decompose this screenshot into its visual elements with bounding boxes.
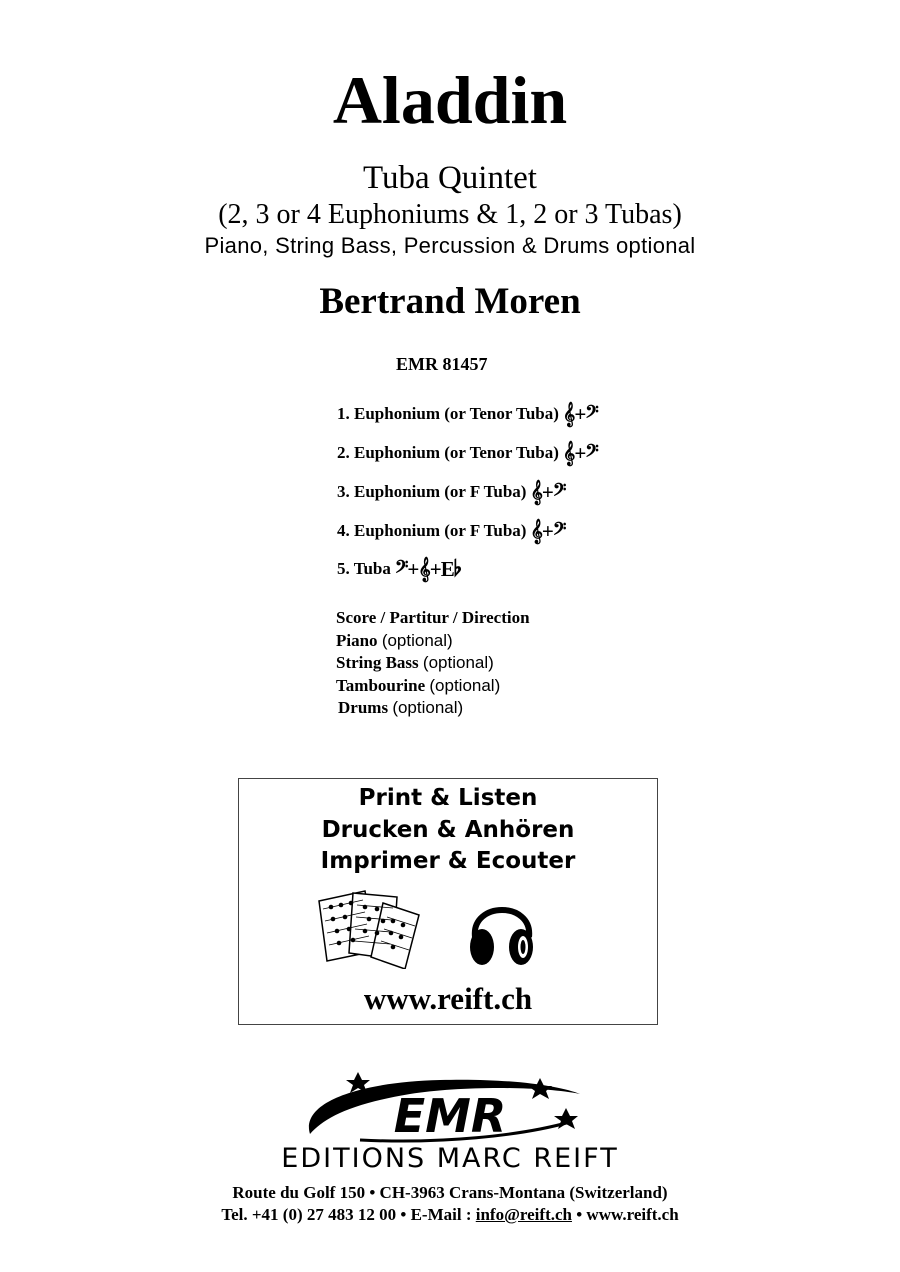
string-bass-line: String Bass (optional) [336, 653, 494, 672]
print-listen-line-de: Drucken & Anhören [321, 817, 575, 843]
part-3 [337, 480, 565, 504]
clef-icon: 𝄞+𝄢 [530, 518, 566, 543]
piano-line: Piano (optional) [336, 630, 453, 650]
instrumentation: (2, 3 or 4 Euphoniums & 1, 2 or 3 Tubas) [218, 199, 682, 230]
email-link[interactable]: info@reift.ch [475, 1205, 572, 1224]
part-5 [337, 557, 461, 581]
part-2 [337, 441, 598, 465]
clef-icon: 𝄢+𝄞+E♭ [394, 556, 461, 581]
score-line: Score / Partitur / Direction [336, 608, 530, 627]
part-label: 4. Euphonium (or F Tuba) [337, 521, 527, 540]
catalog-number: EMR 81457 [396, 354, 488, 374]
part-label: 3. Euphonium (or F Tuba) [337, 482, 527, 501]
piece-title: Aladdin [332, 62, 568, 138]
optional-instruments: Piano, String Bass, Percussion & Drums optional [204, 233, 696, 258]
publisher-name: EDITIONS MARC REIFT [281, 1143, 619, 1174]
part-4 [337, 519, 565, 543]
publisher-contact: Tel. +41 (0) 27 483 12 00 • E-Mail : info@reift.ch • www.reift.ch [221, 1205, 679, 1224]
part-label: 2. Euphonium (or Tenor Tuba) [337, 443, 559, 462]
sheet-music-icon [313, 887, 423, 969]
emr-logo-text: EMR [393, 1089, 507, 1143]
headphones-icon [467, 891, 537, 969]
part-1 [337, 402, 598, 426]
extra-parts-list [336, 607, 530, 720]
print-listen-line-fr: Imprimer & Ecouter [320, 848, 576, 874]
composer: Bertrand Moren [319, 281, 581, 322]
clef-icon: 𝄞+𝄢 [530, 479, 566, 504]
emr-logo-icon [300, 1072, 590, 1144]
part-label: 1. Euphonium (or Tenor Tuba) [337, 404, 559, 423]
publisher-address: Route du Golf 150 • CH-3963 Crans-Montana (Switzerland) [232, 1183, 668, 1202]
drums-line: Drums (optional) [338, 698, 464, 717]
print-listen-line-en: Print & Listen [358, 785, 538, 811]
website-url: www.reift.ch [363, 981, 533, 1016]
tambourine-line: Tambourine (optional) [336, 675, 501, 695]
clef-icon: 𝄞+𝄢 [562, 440, 598, 465]
clef-icon: 𝄞+𝄢 [562, 401, 598, 426]
subtitle: Tuba Quintet [363, 160, 537, 196]
print-listen-box [238, 778, 658, 1025]
part-label: 5. Tuba [337, 559, 391, 578]
